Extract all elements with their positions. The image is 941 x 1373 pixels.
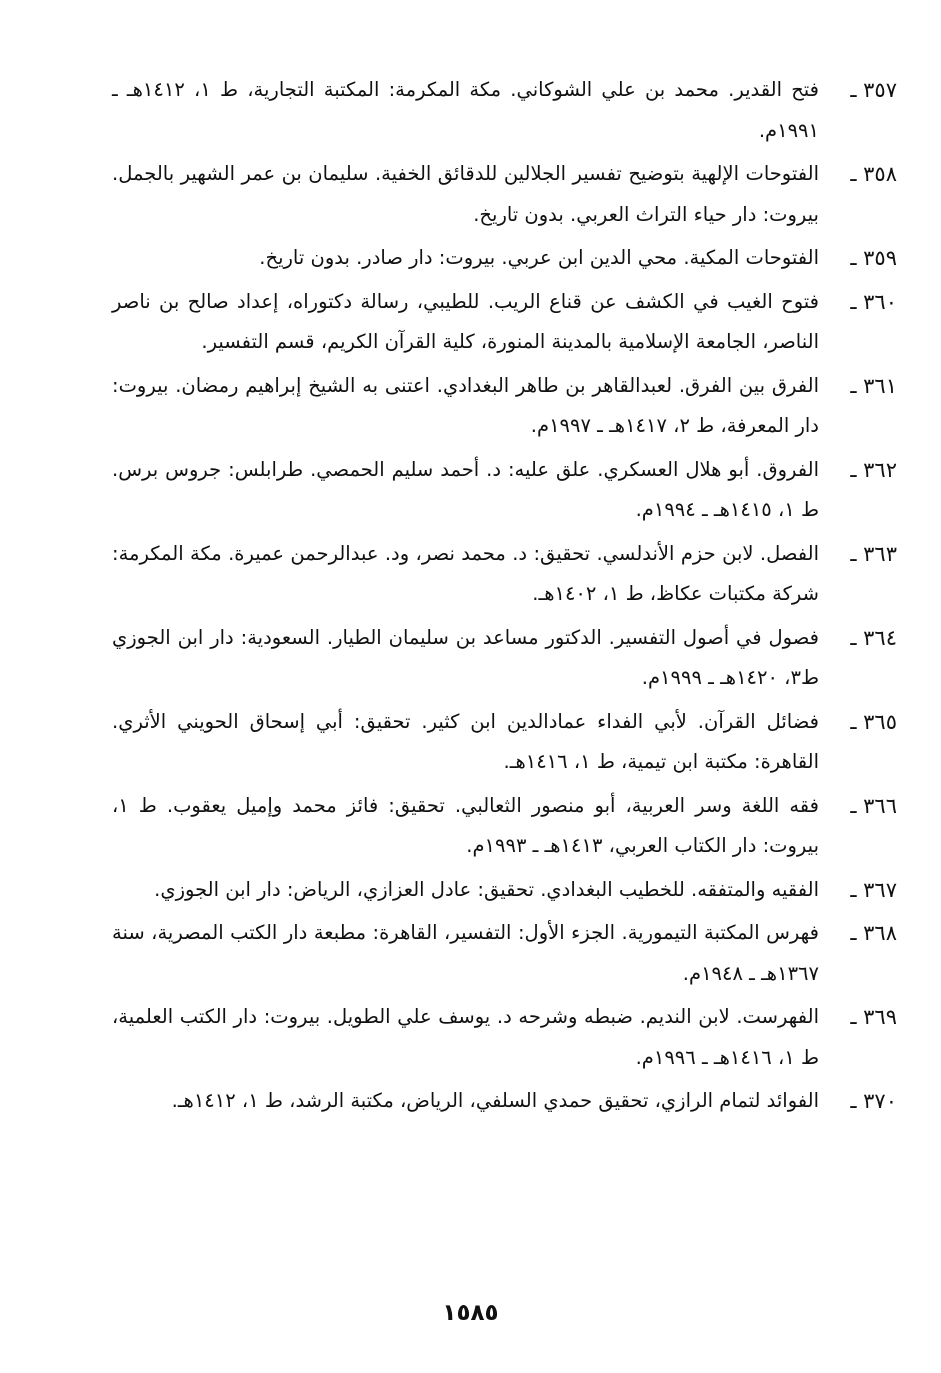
entry-text: فتوح الغيب في الكشف عن قناع الريب. للطيبي، رسالة دكتوراه، إعداد صالح بن ناصر الناصر، الجامعة الإسلامية بالمدينة المنورة، كلية القرآن الكريم، قسم التفسير.	[112, 289, 819, 353]
bibliography-entry	[112, 1081, 897, 1122]
entry-number: ٣٥٩ ـ	[850, 246, 897, 270]
entry-text: الفتوحات الإلهية بتوضيح تفسير الجلالين للدقائق الخفية. سليمان بن عمر الشهير بالجمل. بيروت: دار حياء التراث العربي. بدون تاريخ.	[112, 162, 819, 226]
entry-text: الفصل. لابن حزم الأندلسي. تحقيق: د. محمد نصر، ود. عبدالرحمن عميرة. مكة المكرمة: شركة مكتبات عكاظ، ط ١، ١٤٠٢هـ.	[112, 541, 819, 605]
entry-number: ٣٦٧ ـ	[850, 877, 897, 902]
entry-text: فتح القدير. محمد بن علي الشوكاني. مكة المكرمة: المكتبة التجارية، ط ١، ١٤١٢هـ ـ ١٩٩١م.	[112, 78, 819, 142]
entry-number: ٣٦٤ ـ	[850, 625, 897, 650]
bibliography-entry	[112, 366, 897, 447]
entry-number: ٣٦٠ ـ	[850, 289, 897, 314]
bibliography-entry	[112, 913, 897, 994]
entry-text: فهرس المكتبة التيمورية. الجزء الأول: التفسير، القاهرة: مطبعة دار الكتب المصرية، سنة ١٣٦٧هـ ـ ١٩٤٨م.	[112, 921, 819, 985]
bibliography-entry	[112, 786, 897, 867]
bibliography-entry	[112, 282, 897, 363]
entry-number: ٣٦٥ ـ	[850, 709, 897, 734]
bibliography-entry	[112, 618, 897, 699]
bibliography-entry	[112, 238, 897, 279]
bibliography-entry	[112, 870, 897, 911]
entry-number: ٣٦٢ ـ	[850, 457, 897, 482]
entry-text: الفرق بين الفرق. لعبدالقاهر بن طاهر البغدادي. اعتنى به الشيخ إبراهيم رمضان. بيروت: دار المعرفة، ط ٢، ١٤١٧هـ ـ ١٩٩٧م.	[112, 373, 819, 437]
entry-number: ٣٥٧ ـ	[850, 78, 897, 102]
page-number: ١٥٨٥	[442, 1300, 499, 1326]
entry-number: ٣٦٣ ـ	[850, 541, 897, 566]
entry-number: ٣٦٦ ـ	[850, 793, 897, 818]
bibliography-entry	[112, 450, 897, 531]
entry-text: الفروق. أبو هلال العسكري. علق عليه: د. أحمد سليم الحمصي. طرابلس: جروس برس. ط ١، ١٤١٥هـ ـ ١٩٩٤م.	[112, 457, 819, 521]
entry-number: ٣٧٠ ـ	[850, 1089, 897, 1113]
entry-number: ٣٦٨ ـ	[850, 921, 897, 945]
entry-number: ٣٥٨ ـ	[850, 162, 897, 186]
entry-text: فضائل القرآن. لأبي الفداء عمادالدين ابن كثير. تحقيق: أبي إسحاق الحويني الأثري. القاهرة: مكتبة ابن تيمية، ط ١، ١٤١٦هـ.	[112, 709, 819, 773]
entry-number: ٣٦٩ ـ	[850, 1005, 897, 1029]
bibliography-entry	[112, 702, 897, 783]
entry-text: الفوائد لتمام الرازي، تحقيق حمدي السلفي، الرياض، مكتبة الرشد، ط ١، ١٤١٢هـ.	[171, 1089, 819, 1112]
bibliography-list	[112, 70, 897, 1122]
entry-text: الفهرست. لابن النديم. ضبطه وشرحه د. يوسف علي الطويل. بيروت: دار الكتب العلمية، ط ١، ١٤١٦هـ ـ ١٩٩٦م.	[112, 1005, 819, 1069]
bibliography-entry	[112, 534, 897, 615]
entry-number: ٣٦١ ـ	[850, 373, 897, 398]
entry-text: فصول في أصول التفسير. الدكتور مساعد بن سليمان الطيار. السعودية: دار ابن الجوزي ط٣، ١٤٢٠هـ ـ ١٩٩٩م.	[112, 625, 819, 689]
bibliography-entry	[112, 70, 897, 151]
entry-text: الفتوحات المكية. محي الدين ابن عربي. بيروت: دار صادر. بدون تاريخ.	[259, 246, 819, 269]
bibliography-entry	[112, 154, 897, 235]
bibliography-entry	[112, 997, 897, 1078]
entry-text: الفقيه والمتفقه. للخطيب البغدادي. تحقيق: عادل العزازي، الرياض: دار ابن الجوزي.	[154, 877, 819, 901]
entry-text: فقه اللغة وسر العربية، أبو منصور الثعالبي. تحقيق: فائز محمد وإميل يعقوب. ط ١، بيروت: دار الكتاب العربي، ١٤١٣هـ ـ ١٩٩٣م.	[112, 793, 819, 857]
